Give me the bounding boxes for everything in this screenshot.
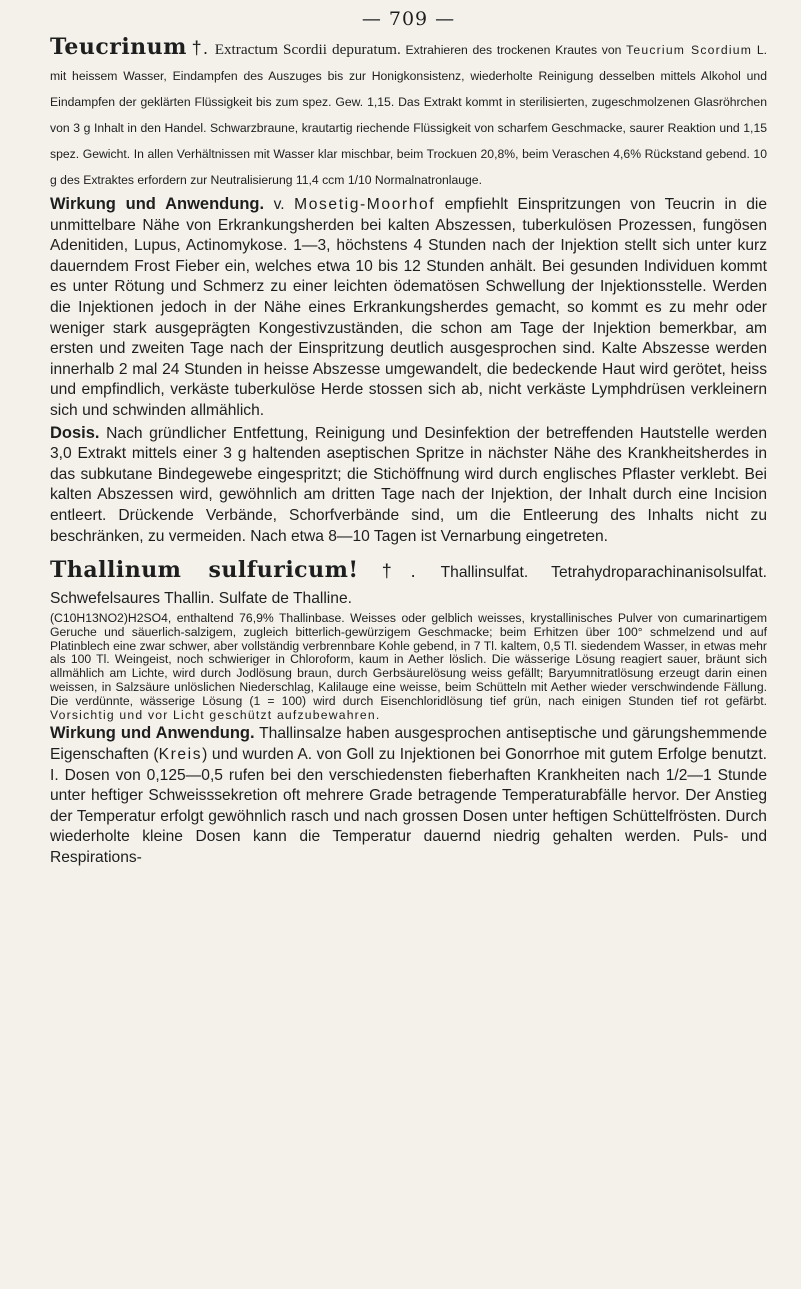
section-text-spaced: Mosetig-Moorhof <box>294 196 436 213</box>
section-text: v. <box>264 196 295 213</box>
entry-thallinum-sulfuricum <box>50 557 767 869</box>
description-part: (C10H13NO2)H2SO4, enthaltend 76,9% Thallinbase. Weisses oder gelblich weisses, krystallinisches Pulver von cumarinartigem Geruche und säuerlich-salzigem, zugleich bitterlich-gewürzigem Geschmacke; beim Erhitzen über 100° schmelzend und auf Platinblech eine zwar schwer, aber vollständig verbrennbare Kohle gebend, in 7 Tl. kaltem, 0,5 Tl. siedendem Wasser, in etwas mehr als 100 Tl. Weingeist, noch schwieriger in Chloroform, kaum in Aether löslich. Die wässerige Lösung reagiert sauer, bräunt sich allmählich am Lichte, wird durch Jodlösung braun, durch Gerbsäurelösung weiss gefällt; Baryumnitratlösung erzeugt darin einen weissen, in Salzsäure unlöslichen Niederschlag, Kalilauge eine weisse, beim Schütteln mit Aether wieder verschwindende Fällung. Die verdünnte, wässerige Lösung (1 = 100) wird durch Eisenchloridlösung tief grün, nach einigen Stunden tief rot gefärbt. <box>50 611 767 708</box>
section-text-spaced: Kreis <box>158 746 203 764</box>
section-label: Wirkung und Anwendung. <box>50 724 255 743</box>
entry-description <box>50 612 767 722</box>
description-part: L. mit heissem Wasser, Eindampfen des Auszuges bis zur Honigkonsistenz, wiederholte Reinigung desselben mittels Alkohol und Eindampfen der geklärten Flüssigkeit bis zum spez. Gew. 1,15. Das Extrakt kommt in sterilisierten, zugeschmolzenen Glasröhrchen von 3 g Inhalt in den Handel. Schwarzbraune, krautartig riechende Flüssigkeit von scharfem Geschmacke, saurer Reaktion und 1,15 spez. Gewicht. In allen Verhältnissen mit Wasser klar mischbar, beim Trockuen 20,8%, beim Veraschen 4,6% Rückstand gebend. 10 g des Extraktes erfordern zur Neutralisierung 11,4 ccm 1/10 Normalnatronlauge. <box>50 43 768 187</box>
entry-title: Thallinum sulfuricum! <box>50 557 359 584</box>
section-wirkung <box>50 194 767 422</box>
description-part: Extrahieren des trockenen Krautes von <box>400 43 627 57</box>
section-text: Thallinsalze haben ausgesprochen antiseptische und gärungshemmende Eigenschaften ( <box>50 725 767 764</box>
entry-subtitle: Thallinsulfat. Tetrahydroparachinanisolsulfat. Schwefelsaures Thallin. Sulfate de Thalline. <box>50 564 767 608</box>
section-label: Dosis. <box>50 423 100 442</box>
entry-teucrinum <box>50 34 767 547</box>
section-label: Wirkung und Anwendung. <box>50 195 265 213</box>
entry-header <box>50 34 767 193</box>
entry-title: Teucrinum <box>50 34 187 60</box>
entry-header <box>50 557 767 612</box>
section-wirkung <box>50 723 767 868</box>
page-number: — 709 — <box>361 8 456 30</box>
dagger-mark: †. <box>191 38 208 58</box>
dagger-mark: †. <box>381 561 416 582</box>
section-dosis <box>50 423 767 548</box>
entry-subtitle: Extractum Scordii depuratum. <box>214 41 401 58</box>
section-text: Nach gründlicher Entfettung, Reinigung und Desinfektion der betreffenden Hautstelle werden 3,0 Extrakt mittels einer 3 g haltenden aseptischen Spritze in nächster Nähe des Krankheitsherdes in das subkutane Bindegewebe eingespritzt; die Stichöffnung wird durch englisches Pflaster verklebt. Bei kalten Abszessen wird, gewöhnlich am dritten Tage nach der Injektion, der Inhalt durch eine Incision entleert. Drückende Verbände, Schorfverbände sind, um die Entleerung des Inhalts nicht zu beschränken, zu vermeiden. Nach etwa 8—10 Tagen ist Vernarbung eingetreten. <box>50 424 767 545</box>
description-part-spaced: Vorsichtig und vor Licht geschützt aufzubewahren. <box>50 707 381 722</box>
section-text: empfiehlt Einspritzungen von Teucrin in die unmittelbare Nähe von Erkrankungsherden bei kalten Abszessen, tuberkulösen Prozessen, fungösen Adenitiden, Lupus, Actinomykose. 1—3, höchstens 4 Stunden nach der Injektion stellt sich unter kurz dauerndem Frost Fieber ein, welches etwa 10 bis 12 Stunden anhält. Bei gesunden Individuen kommt es unter Rötung und Schmerz zu einer leichten ödematösen Schwellung der Injektionsstelle. Werden die Injektionen jedoch in der Nähe eines Erkrankungsherdes gemacht, so kommt es zu mehr oder weniger stark ausgeprägten Kongestivzuständen, die schon am Tage der Injektion bemerkbar, am ersten und zweiten Tage nach der Einspritzung deutlich ausgesprochen sind. Kalte Abszesse werden innerhalb 2 mal 24 Stunden in heisse Abszesse umgewandelt, die bedeckende Haut wird gerötet, heiss und empfindlich, verkäste tuberkulöse Herde stossen sich ab, nicht verkäste Lymphdrüsen verkleinern sich und schwinden allmählich. <box>50 196 768 419</box>
description-part-spaced: Teucrium Scordium <box>626 43 753 57</box>
section-text: ) und wurden A. von Goll zu Injektionen bei Gonorrhoe mit gutem Erfolge benutzt. I. Dosen von 0,125—0,5 rufen bei den verschiedensten fieberhaften Krankheiten nach 1/2—1 Stunde unter heftiger Schweisssekretion oft mehrere Grade betragende Temperaturabfälle hervor. Der Anstieg der Temperatur erfolgt gewöhnlich rasch und nach grossen Dosen unter heftigen Schüttelfrösten. Durch wiederholte kleine Dosen kann die Temperatur dauernd niedrig gehalten werden. Puls- und Respirations- <box>50 746 767 867</box>
